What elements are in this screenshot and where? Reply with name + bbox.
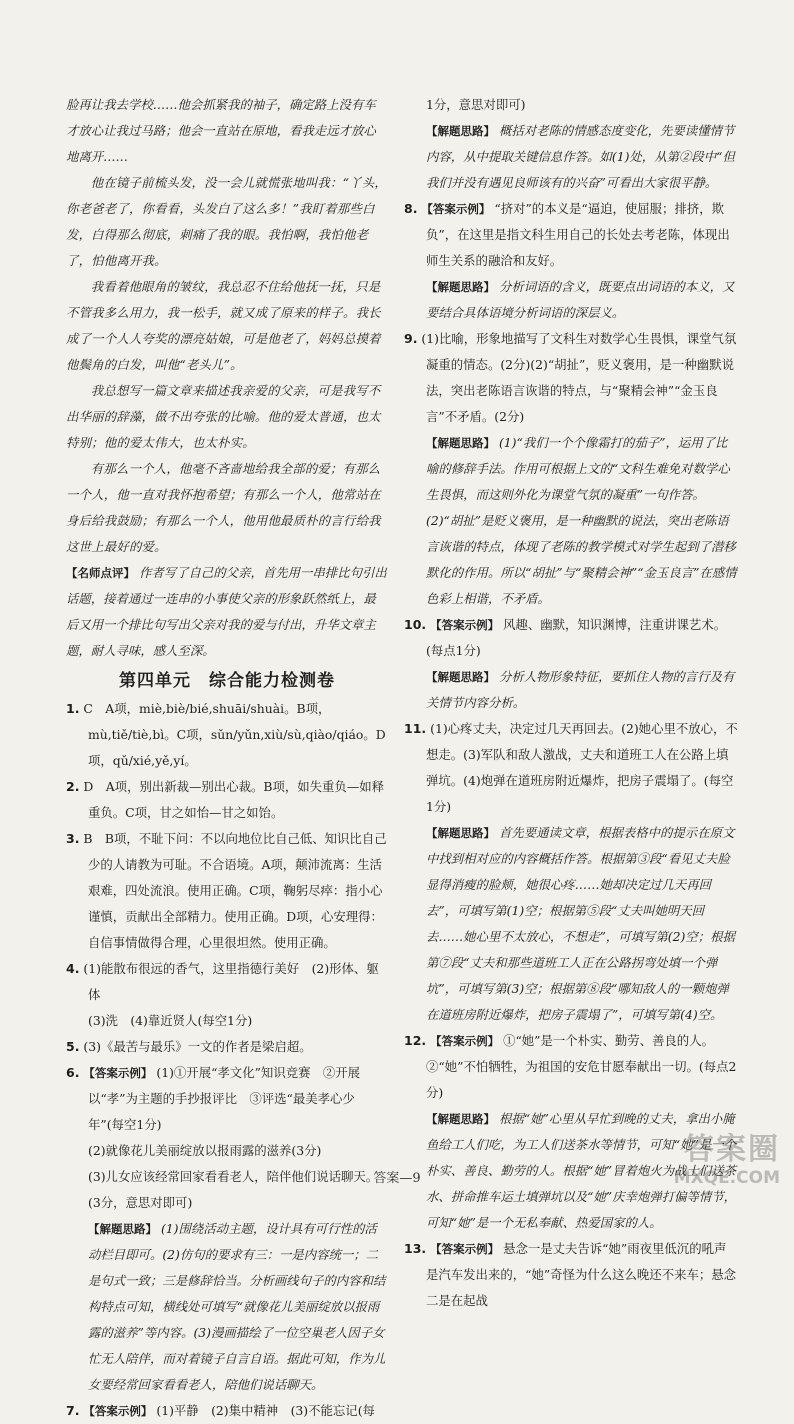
analysis-text: 概括对老陈的情感态度变化，先要读懂情节内容，从中提取关键信息作答。如(1)处，从第②段中“但我们并没有遇见良师该有的兴奋”可看出大家很平静。 [426, 123, 735, 190]
answer-example-tag: 【 答案示例 】 [430, 618, 499, 632]
answer-3 [66, 826, 388, 956]
answer-number: 8. [404, 201, 418, 216]
analysis-tag: 【 解题思路 】 [426, 826, 495, 840]
answer-8-analysis [404, 274, 738, 326]
answer-text: (1)①开展“孝文化”知识竞赛 ②开展以“孝”为主题的手抄报评比 ③评选“最美孝心少年”(每空1分) [88, 1065, 361, 1132]
analysis-tag: 【 解题思路 】 [426, 124, 495, 138]
answer-example-tag: 【 答案示例 】 [83, 1404, 152, 1418]
answer-example-tag: 【 答案示例 】 [430, 1034, 499, 1048]
answer-12 [404, 1028, 738, 1106]
page-footer: 答案—9 [373, 1171, 421, 1186]
answer-7 [66, 1398, 388, 1424]
answer-8 [404, 196, 738, 274]
essay-paragraph-4: 我总想写一篇文章来描述我亲爱的父亲，可是我写不出华丽的辞藻，做不出夸张的比喻。他的爱太普通，也太特别；他的爱太伟大，也太朴实。 [66, 383, 381, 450]
answer-10 [404, 612, 738, 664]
answer-example-tag: 【 答案示例 】 [83, 1066, 152, 1080]
answer-number: 4. [66, 961, 80, 976]
site-watermark [640, 1132, 780, 1190]
answer-6-part-3: (3)儿女应该经常回家看看老人，陪伴他们说话聊天。(3分，意思对即可) [88, 1169, 379, 1210]
essay-paragraph-3: 我看着他眼角的皱纹，我总忍不住给他抚一抚，只是不管我多么用力，我一松手，就又成了原来的样子。我长成了一个人人夸奖的漂亮姑娘，可是他老了，妈妈总摸着他鬓角的白发，叫他“老头儿”。 [66, 279, 381, 372]
answer-text: (3)《最苦与最乐》一文的作者是梁启超。 [83, 1039, 312, 1054]
analysis-text: 分析词语的含义，既要点出词语的本义，又要结合具体语境分析词语的深层义。 [426, 279, 735, 320]
answer-text: D A项，别出新裁—别出心裁。B项，如失重负—如释重负。C项，甘之如怡—甘之如饴。 [83, 779, 384, 820]
watermark-logo: 答案圈 [684, 1132, 780, 1167]
answer-7-analysis [404, 118, 738, 196]
teacher-comment-text: 作者写了自己的父亲，首先用一串排比句引出话题，接着通过一连串的小事使父亲的形象跃然纸上，最后又用一个排比句写出父亲对我的爱与付出，升华文章主题，耐人寻味，感人至深。 [66, 565, 387, 658]
right-column [404, 92, 738, 1314]
answer-11-analysis [404, 820, 738, 1028]
answer-10-analysis [404, 664, 738, 716]
answer-1 [66, 696, 388, 774]
answer-6 [66, 1060, 388, 1138]
answer-number: 1. [66, 701, 80, 716]
answer-9 [404, 326, 738, 430]
answer-2 [66, 774, 388, 826]
answer-number: 12. [404, 1033, 427, 1048]
answer-text: “挤对”的本义是“逼迫，使屈服；排挤，欺负”，在这里是指文科生用自己的长处去考老陈，体现出师生关系的融洽和友好。 [426, 201, 730, 268]
watermark-url: MXQE.COM [673, 1168, 780, 1188]
answer-text: B B项，不耻下问：不以向地位比自己低、知识比自己少的人请教为可耻。不合语境。A项，颠沛流离：生活艰难，四处流浪。使用正确。C项，鞠躬尽瘁：指小心谨慎，贡献出全部精力。使用正确。D项，心安理得：自信事情做得合理，心里很坦然。使用正确。 [83, 831, 387, 950]
analysis-text: 根据“她”心里从早忙到晚的丈夫，拿出小腌鱼给工人们吃，为工人们送茶水等情节，可知“她”是一个朴实、善良、勤劳的人。根据“她”冒着炮火为战士们送茶水、拼命推车运土填弹坑以及“她”庆幸炮弹打偏等情节，可知“她”是一个无私奉献、热爱国家的人。 [426, 1111, 737, 1230]
answer-number: 3. [66, 831, 80, 846]
essay-paragraph-1: 脸再让我去学校……他会抓紧我的袖子，确定路上没有车才放心让我过马路；他会一直站在原地，看我走远才放心地离开…… [66, 97, 376, 164]
analysis-text: 首先要通读文章，根据表格中的提示在原文中找到相对应的内容概括作答。根据第③段“看见丈夫脸显得消瘦的脸颊，她很心疼……她却决定过几天再回去”，可填写第(1)空；根据第⑤段“丈夫叫她明天回去……她心里不太放心，不想走”，可填写第(2)空；根据第⑦段“丈夫和那些道班工人正在公路拐弯处填一个弹坑”，可填写第(3)空；根据第⑧段“哪知敌人的一颗炮弹在道班房附近爆炸，把房子震塌了”，可填写第(4)空。 [426, 825, 735, 1022]
answer-7-continued: 1分，意思对即可) [426, 97, 526, 112]
answer-number: 10. [404, 617, 427, 632]
essay-paragraph-2: 他在镜子前梳头发，没一会儿就慌张地叫我：“丫头，你老爸老了，你看看，头发白了这么多！”我盯着那些白发，白得那么彻底，刺痛了我的眼。我怕啊，我怕他老了，怕他离开我。 [66, 175, 387, 268]
answer-text: 风趣、幽默，知识渊博，注重讲课艺术。(每点1分) [426, 617, 727, 658]
answer-number: 13. [404, 1241, 427, 1256]
analysis-tag: 【 解题思路 】 [426, 436, 495, 450]
answer-text: (1)能散布很远的香气，这里指德行美好 (2)形体、躯体 [83, 961, 379, 1002]
analysis-tag: 【 解题思路 】 [426, 670, 495, 684]
answer-number: 2. [66, 779, 80, 794]
answer-text: C A项，miè,biè/bié,shuāi/shuài。B项，mù,tiě/tiè,bì。C项，sǔn/yǔn,xiù/sù,qiào/qiáo。D项，qǔ/xié,yě,yí。 [83, 701, 386, 768]
answer-number: 7. [66, 1403, 80, 1418]
analysis-text: 分析人物形象特征，要抓住人物的言行及有关情节内容分析。 [426, 669, 735, 710]
teacher-comment [66, 560, 388, 664]
analysis-text: (1)“我们一个个像霜打的茄子”，运用了比喻的修辞手法。作用可根据上文的“文科生难免对数学心生畏惧，而这则外化为课堂气氛的凝重”一句作答。(2)“胡扯”是贬义褒用，是一种幽默的说法，突出老陈语言诙谐的特点，体现了老陈的教学模式对学生起到了潜移默化的作用。所以“胡扯”与“聚精会神”“金玉良言”在感情色彩上相谐，不矛盾。 [426, 435, 737, 606]
left-column [66, 92, 388, 1424]
answer-9-analysis [404, 430, 738, 612]
answer-13 [404, 1236, 738, 1314]
analysis-text: (1)围绕活动主题，设计具有可行性的活动栏目即可。(2)仿句的要求有三：一是内容统一；二是句式一致；三是修辞恰当。分析画线句子的内容和结构特点可知，横线处可填写“就像花儿美丽绽放以报雨露的滋养”等内容。(3)漫画描绘了一位空巢老人因子女忙无人陪伴，而对着镜子自言自语。据此可知，作为儿女要经常回家看看老人，陪他们说话聊天。 [88, 1221, 386, 1392]
answer-6-analysis [66, 1216, 388, 1398]
answer-text: ①“她”是一个朴实、勤劳、善良的人。②“她”不怕牺牲，为祖国的安危甘愿奉献出一切。(每点2分) [426, 1033, 737, 1100]
answer-text: (1)心疼丈夫，决定过几天再回去。(2)她心里不放心，不想走。(3)军队和敌人激战，丈夫和道班工人在公路上填弹坑。(4)炮弹在道班房附近爆炸，把房子震塌了。(每空1分) [426, 721, 738, 814]
analysis-tag: 【 解题思路 】 [426, 280, 495, 294]
unit-title: 第四单元 综合能力检测卷 [119, 671, 335, 691]
answer-number: 6. [66, 1065, 80, 1080]
answer-5 [66, 1034, 388, 1060]
analysis-tag: 【 解题思路 】 [88, 1222, 157, 1236]
essay-paragraph-5: 有那么一个人，他毫不吝啬地给我全部的爱；有那么一个人，他一直对我怀抱希望；有那么一个人，他常站在身后给我鼓励；有那么一个人，他用他最质朴的言行给我这世上最好的爱。 [66, 461, 381, 554]
answer-6-part-2: (2)就像花儿美丽绽放以报雨露的滋养(3分) [88, 1143, 322, 1158]
answer-4 [66, 956, 388, 1008]
answer-11 [404, 716, 738, 820]
answer-example-tag: 【 答案示例 】 [430, 1242, 499, 1256]
analysis-tag: 【 解题思路 】 [426, 1112, 495, 1126]
answer-text: (1)比喻，形象地描写了文科生对数学心生畏惧，课堂气氛凝重的情态。(2分)(2)“胡扯”，贬义褒用，是一种幽默说法，突出老陈语言诙谐的特点，与“聚精会神”“金玉良言”不矛盾。(2分) [421, 331, 737, 424]
answer-number: 11. [404, 721, 427, 736]
answer-text: (1)平静 (2)集中精神 (3)不能忘记(每 [156, 1403, 375, 1418]
answer-number: 9. [404, 331, 418, 346]
answer-text: 悬念一是丈夫告诉“她”雨夜里低沉的吼声是汽车发出来的，“她”奇怪为什么这么晚还不来车；悬念二是在起战 [426, 1241, 737, 1308]
teacher-comment-tag: 【 名师点评 】 [66, 566, 135, 580]
answer-4-continued: (3)洗 (4)靠近贤人(每空1分) [88, 1013, 253, 1028]
answer-example-tag: 【 答案示例 】 [421, 202, 490, 216]
answer-number: 5. [66, 1039, 80, 1054]
